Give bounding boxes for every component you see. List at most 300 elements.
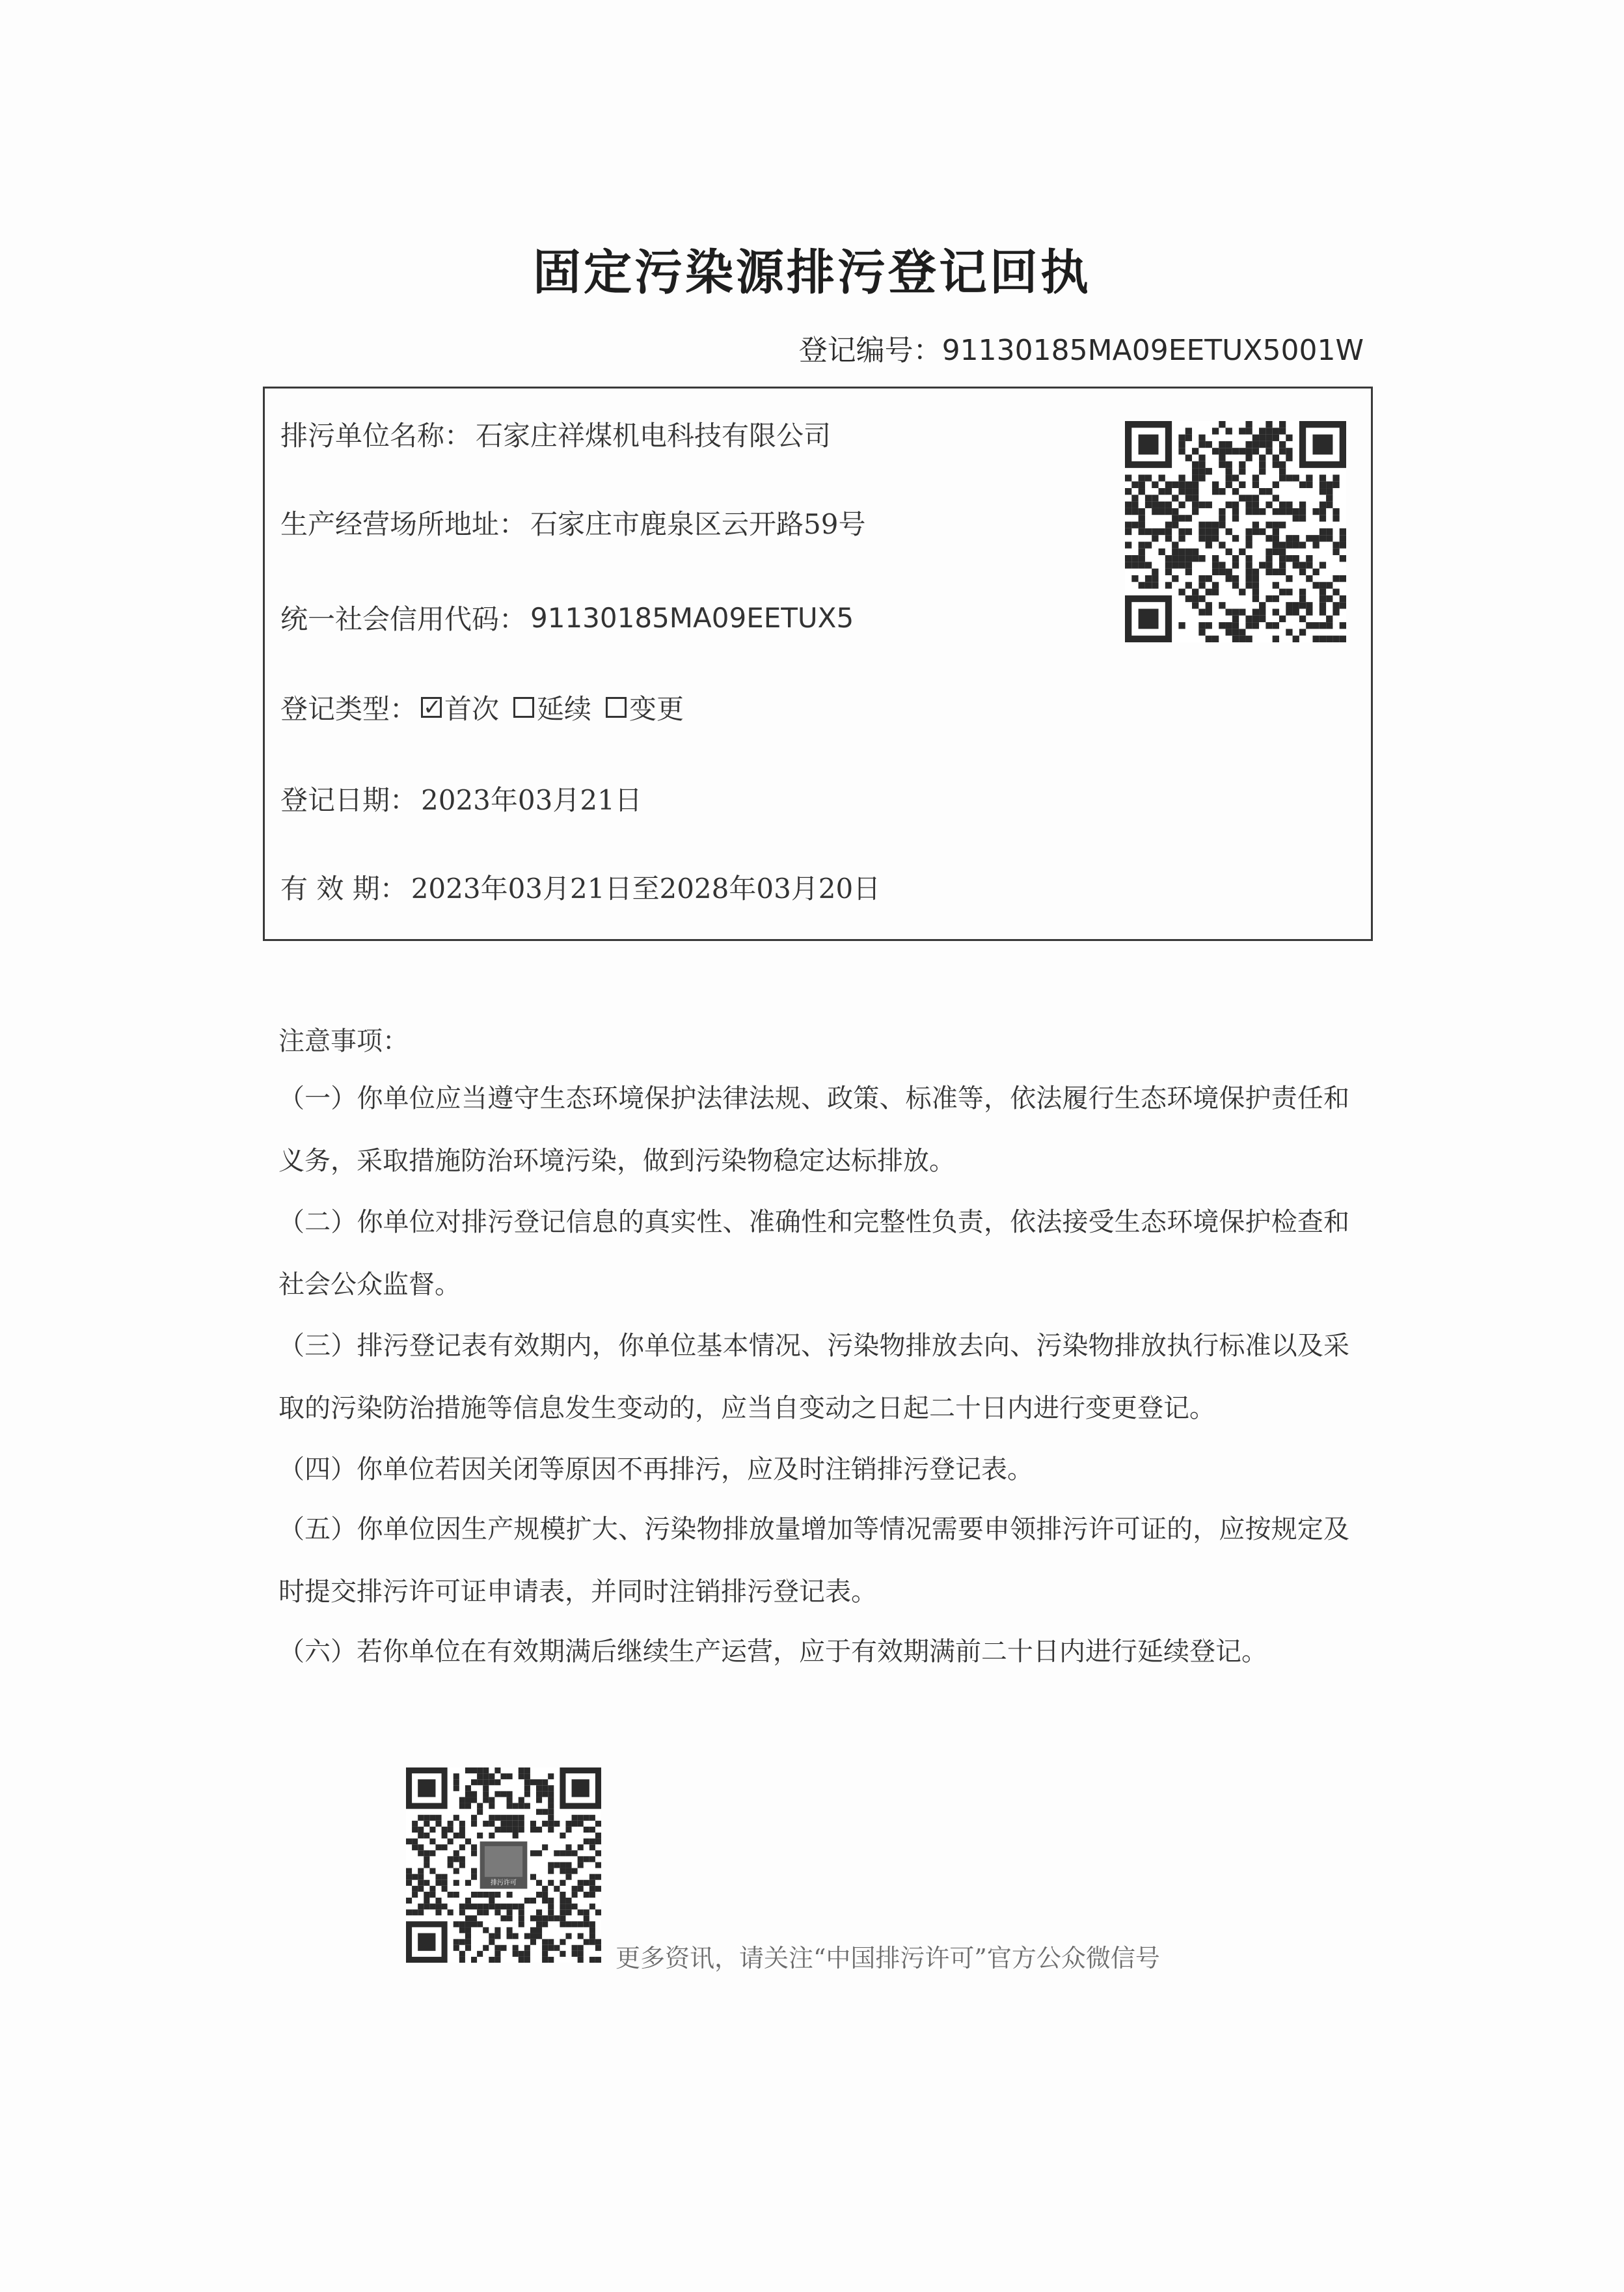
qr-module bbox=[1279, 589, 1286, 595]
qr-module bbox=[1245, 622, 1252, 629]
qr-module bbox=[1273, 549, 1279, 555]
qr-module bbox=[530, 1915, 536, 1921]
qr-module bbox=[519, 1827, 524, 1833]
qr-module bbox=[578, 1856, 584, 1862]
qr-module bbox=[448, 1909, 453, 1915]
qr-module bbox=[1252, 474, 1259, 481]
qr-module bbox=[494, 1815, 500, 1821]
qr-module bbox=[459, 1909, 465, 1915]
qr-module bbox=[1159, 528, 1165, 535]
qr-module bbox=[589, 1933, 595, 1939]
qr-module bbox=[424, 1862, 429, 1868]
qr-module bbox=[584, 1856, 589, 1862]
qr-module bbox=[1192, 549, 1198, 555]
qr-module bbox=[578, 1945, 584, 1951]
qr-module bbox=[424, 1880, 429, 1886]
qr-module bbox=[1306, 474, 1312, 481]
qr-module bbox=[442, 1844, 448, 1850]
qr-module bbox=[418, 1903, 424, 1909]
qr-module bbox=[412, 1821, 418, 1827]
qr-module bbox=[542, 1821, 548, 1827]
qr-module bbox=[1125, 522, 1131, 528]
qr-module bbox=[1152, 569, 1158, 575]
qr-module bbox=[477, 1833, 483, 1838]
qr-module bbox=[560, 1921, 565, 1927]
qr-module bbox=[418, 1874, 424, 1880]
qr-module bbox=[1320, 636, 1326, 642]
qr-module bbox=[1232, 629, 1239, 635]
qr-module bbox=[1232, 474, 1239, 481]
unit-name-value: 石家庄祥煤机电科技有限公司 bbox=[476, 420, 832, 452]
qr-module bbox=[1259, 608, 1265, 615]
qr-module bbox=[1279, 549, 1286, 555]
qr-module bbox=[465, 1898, 471, 1903]
qr-module bbox=[589, 1892, 595, 1898]
qr-module bbox=[584, 1838, 589, 1844]
qr-module bbox=[572, 1868, 578, 1874]
reg-type-label: 登记类型： bbox=[280, 693, 418, 725]
qr-module bbox=[1312, 622, 1319, 629]
qr-module bbox=[1273, 541, 1279, 548]
qr-module bbox=[1245, 528, 1252, 535]
qr-module bbox=[483, 1945, 489, 1951]
qr-module bbox=[1219, 562, 1225, 568]
qr-module bbox=[1293, 602, 1299, 608]
address-label: 生产经营场所地址： bbox=[280, 508, 527, 540]
qr-module bbox=[1178, 622, 1185, 629]
qr-module bbox=[453, 1850, 459, 1856]
qr-module bbox=[1273, 508, 1279, 515]
qr-module bbox=[542, 1779, 548, 1785]
qr-module bbox=[554, 1862, 560, 1868]
qr-module bbox=[565, 1850, 571, 1856]
qr-module bbox=[565, 1898, 571, 1903]
qr-module bbox=[418, 1844, 424, 1850]
reg-type-first-label: 首次 bbox=[444, 693, 500, 725]
qr-module bbox=[1273, 435, 1279, 441]
qr-module bbox=[560, 1909, 565, 1915]
qr-module bbox=[1178, 515, 1185, 521]
qr-module bbox=[1286, 589, 1292, 595]
qr-module bbox=[507, 1797, 513, 1803]
qr-module bbox=[1340, 575, 1346, 582]
registration-number: 登记编号：91130185MA09EETUX5001W bbox=[798, 334, 1364, 367]
qr-module bbox=[536, 1779, 542, 1785]
qr-module bbox=[589, 1957, 595, 1963]
qr-module bbox=[494, 1903, 500, 1909]
qr-module bbox=[1286, 555, 1292, 562]
qr-module bbox=[1265, 488, 1272, 495]
qr-module bbox=[1192, 474, 1198, 481]
qr-module bbox=[530, 1827, 536, 1833]
qr-module bbox=[1326, 622, 1333, 629]
reg-type-first bbox=[421, 688, 499, 727]
qr-module bbox=[1185, 582, 1192, 588]
qr-module bbox=[530, 1933, 536, 1939]
qr-module bbox=[1219, 455, 1225, 461]
qr-module bbox=[1172, 515, 1178, 521]
qr-module bbox=[489, 1797, 494, 1803]
qr-module bbox=[584, 1921, 589, 1927]
qr-module bbox=[1192, 461, 1198, 468]
qr-module bbox=[1286, 474, 1292, 481]
qr-module bbox=[595, 1833, 601, 1838]
qr-module bbox=[477, 1909, 483, 1915]
qr-module bbox=[1265, 622, 1272, 629]
qr-module bbox=[1239, 589, 1245, 595]
qr-module bbox=[589, 1874, 595, 1880]
qr-module bbox=[1279, 555, 1286, 562]
reg-date-value: 2023年03月21日 bbox=[421, 784, 642, 816]
qr-module bbox=[578, 1951, 584, 1957]
qr-module bbox=[1165, 555, 1172, 562]
qr-module bbox=[542, 1939, 548, 1945]
qr-module bbox=[406, 1898, 412, 1903]
qr-module bbox=[424, 1903, 429, 1909]
qr-module bbox=[1219, 488, 1225, 495]
qr-module bbox=[1293, 562, 1299, 568]
qr-module bbox=[1212, 488, 1219, 495]
qr-module bbox=[548, 1957, 554, 1963]
qr-module bbox=[1245, 575, 1252, 582]
qr-module bbox=[1139, 508, 1145, 515]
qr-module bbox=[1326, 488, 1333, 495]
qr-module bbox=[548, 1827, 554, 1833]
note-item-1: （一）你单位应当遵守生态环境保护法律法规、政策、标准等，依法履行生态环境保护责任和义务，采取措施防治环境污染，做到污染物稳定达标排放。 bbox=[278, 1084, 1349, 1176]
note-item-6: （六）若你单位在有效期满后继续生产运营，应于有效期满前二十日内进行延续登记。 bbox=[278, 1637, 1267, 1667]
qr-module bbox=[1212, 482, 1219, 488]
qr-module bbox=[453, 1892, 459, 1898]
qr-module bbox=[1165, 562, 1172, 568]
qr-module bbox=[1192, 468, 1198, 474]
qr-module bbox=[424, 1821, 429, 1827]
qr-module bbox=[435, 1880, 441, 1886]
qr-module bbox=[589, 1921, 595, 1927]
qr-module bbox=[542, 1951, 548, 1957]
qr-module bbox=[1273, 455, 1279, 461]
address-row bbox=[280, 503, 865, 542]
qr-module bbox=[1206, 468, 1212, 474]
qr-module bbox=[471, 1957, 477, 1963]
qr-module bbox=[483, 1779, 489, 1785]
qr-module bbox=[471, 1892, 477, 1898]
qr-module bbox=[1131, 575, 1138, 582]
qr-module bbox=[507, 1773, 513, 1779]
qr-module bbox=[1326, 535, 1333, 541]
qr-module bbox=[465, 1880, 471, 1886]
qr-module bbox=[429, 1868, 435, 1874]
qr-module bbox=[1198, 622, 1205, 629]
qr-module bbox=[560, 1898, 565, 1903]
qr-module bbox=[1226, 549, 1232, 555]
qr-module bbox=[1312, 508, 1319, 515]
qr-module bbox=[500, 1815, 506, 1821]
qr-module bbox=[1226, 622, 1232, 629]
qr-module bbox=[424, 1815, 429, 1821]
qr-module bbox=[1259, 528, 1265, 535]
qr-module bbox=[524, 1773, 530, 1779]
qr-module bbox=[1139, 549, 1145, 555]
qr-module bbox=[1312, 535, 1319, 541]
qr-module bbox=[1232, 535, 1239, 541]
qr-module bbox=[453, 1921, 459, 1927]
qr-module bbox=[1192, 488, 1198, 495]
qr-module bbox=[1293, 515, 1299, 521]
qr-module bbox=[1212, 589, 1219, 595]
qr-module bbox=[459, 1821, 465, 1827]
qr-module bbox=[507, 1909, 513, 1915]
qr-module bbox=[548, 1809, 554, 1815]
qr-module bbox=[406, 1880, 412, 1886]
qr-module bbox=[1232, 448, 1239, 454]
qr-module bbox=[1159, 502, 1165, 508]
qr-module bbox=[442, 1827, 448, 1833]
qr-module bbox=[554, 1945, 560, 1951]
qr-module bbox=[589, 1844, 595, 1850]
qr-module bbox=[471, 1779, 477, 1785]
qr-module bbox=[1252, 582, 1259, 588]
qr-module bbox=[1139, 528, 1145, 535]
qr-module bbox=[542, 1898, 548, 1903]
qr-module bbox=[572, 1903, 578, 1909]
qr-module bbox=[524, 1803, 530, 1809]
validity-row bbox=[280, 867, 880, 907]
qr-module bbox=[542, 1844, 548, 1850]
qr-module bbox=[1226, 569, 1232, 575]
qr-module bbox=[1192, 595, 1198, 602]
qr-module bbox=[1178, 474, 1185, 481]
qr-module bbox=[471, 1850, 477, 1856]
qr-module bbox=[548, 1797, 554, 1803]
qr-module bbox=[1212, 555, 1219, 562]
qr-module bbox=[1139, 582, 1145, 588]
qr-module bbox=[578, 1821, 584, 1827]
qr-module bbox=[1192, 502, 1198, 508]
qr-module bbox=[1265, 421, 1272, 428]
reg-date-label: 登记日期： bbox=[280, 784, 418, 816]
qr-module bbox=[507, 1821, 513, 1827]
qr-module bbox=[595, 1886, 601, 1892]
qr-module bbox=[1192, 602, 1198, 608]
qr-module bbox=[1320, 515, 1326, 521]
qr-module bbox=[1178, 488, 1185, 495]
credit-code-value: 91130185MA09EETUX5 bbox=[530, 601, 854, 634]
qr-module bbox=[1245, 616, 1252, 622]
qr-module bbox=[589, 1815, 595, 1821]
qr-module bbox=[465, 1933, 471, 1939]
qr-module bbox=[542, 1957, 548, 1963]
qr-module bbox=[1333, 541, 1339, 548]
qr-module bbox=[1125, 508, 1131, 515]
qr-module bbox=[1219, 541, 1225, 548]
qr-module bbox=[1333, 515, 1339, 521]
qr-module bbox=[560, 1850, 565, 1856]
qr-module bbox=[1198, 474, 1205, 481]
qr-module bbox=[1172, 549, 1178, 555]
qr-module bbox=[494, 1779, 500, 1785]
qr-module bbox=[429, 1903, 435, 1909]
note-item-5: （五）你单位因生产规模扩大、污染物排放量增加等情况需要申领排污许可证的，应按规定及时提交排污许可证申请表，并同时注销排污登记表。 bbox=[278, 1514, 1349, 1607]
qr-module bbox=[465, 1803, 471, 1809]
wechat-follow-text: 更多资讯，请关注“中国排污许可”官方公众微信号 bbox=[616, 1944, 1160, 1972]
qr-module bbox=[1159, 549, 1165, 555]
qr-module bbox=[1259, 435, 1265, 441]
qr-module bbox=[1192, 448, 1198, 454]
qr-module bbox=[1286, 502, 1292, 508]
qr-module bbox=[1178, 435, 1185, 441]
qr-module bbox=[1340, 555, 1346, 562]
qr-module bbox=[524, 1933, 530, 1939]
qr-module bbox=[1320, 608, 1326, 615]
qr-module bbox=[489, 1933, 494, 1939]
qr-module bbox=[1245, 541, 1252, 548]
qr-module bbox=[1165, 528, 1172, 535]
qr-module bbox=[578, 1862, 584, 1868]
qr-module bbox=[459, 1856, 465, 1862]
qr-module bbox=[507, 1927, 513, 1933]
qr-module bbox=[507, 1903, 513, 1909]
qr-module bbox=[1178, 555, 1185, 562]
qr-center-label: 排污许可 bbox=[491, 1879, 517, 1887]
qr-module bbox=[1198, 582, 1205, 588]
qr-module bbox=[1306, 608, 1312, 615]
qr-module bbox=[530, 1939, 536, 1945]
qr-module bbox=[489, 1903, 494, 1909]
qr-module bbox=[483, 1767, 489, 1773]
qr-module bbox=[519, 1767, 524, 1773]
qr-module bbox=[1159, 474, 1165, 481]
qr-module bbox=[489, 1957, 494, 1963]
qr-module bbox=[1192, 555, 1198, 562]
qr-module bbox=[1333, 608, 1339, 615]
qr-module bbox=[1152, 482, 1158, 488]
qr-module bbox=[1333, 482, 1339, 488]
qr-module bbox=[1178, 528, 1185, 535]
qr-module bbox=[1340, 636, 1346, 642]
qr-module bbox=[578, 1957, 584, 1963]
qr-module bbox=[507, 1803, 513, 1809]
qr-module bbox=[1259, 428, 1265, 434]
qr-module bbox=[483, 1903, 489, 1909]
reg-type-renewal-label: 延续 bbox=[537, 693, 592, 725]
qr-module bbox=[530, 1850, 536, 1856]
qr-module bbox=[1299, 508, 1306, 515]
qr-module bbox=[494, 1933, 500, 1939]
qr-module bbox=[589, 1939, 595, 1945]
reg-date-row bbox=[280, 779, 642, 818]
qr-module bbox=[494, 1892, 500, 1898]
qr-module bbox=[1232, 508, 1239, 515]
qr-module bbox=[1245, 428, 1252, 434]
qr-module bbox=[1259, 455, 1265, 461]
qr-module bbox=[513, 1815, 519, 1821]
qr-module bbox=[1232, 616, 1239, 622]
qr-module bbox=[1340, 535, 1346, 541]
qr-module bbox=[1293, 474, 1299, 481]
qr-module bbox=[1232, 575, 1239, 582]
checkbox-empty-icon bbox=[513, 697, 534, 718]
qr-module bbox=[530, 1898, 536, 1903]
qr-module bbox=[1125, 555, 1131, 562]
qr-module bbox=[1239, 636, 1245, 642]
qr-module bbox=[565, 1903, 571, 1909]
qr-module bbox=[1320, 474, 1326, 481]
qr-module bbox=[429, 1892, 435, 1898]
qr-module bbox=[1252, 569, 1259, 575]
qr-module bbox=[519, 1921, 524, 1927]
qr-module bbox=[418, 1850, 424, 1856]
qr-module bbox=[412, 1874, 418, 1880]
qr-code-icon bbox=[1125, 421, 1346, 642]
qr-module bbox=[465, 1903, 471, 1909]
qr-module bbox=[494, 1791, 500, 1797]
qr-module bbox=[471, 1791, 477, 1797]
reg-type-renewal bbox=[513, 688, 591, 727]
qr-module bbox=[572, 1850, 578, 1856]
qr-module bbox=[1165, 569, 1172, 575]
qr-module bbox=[1312, 636, 1319, 642]
qr-module bbox=[1159, 508, 1165, 515]
qr-module bbox=[1273, 622, 1279, 629]
qr-module bbox=[500, 1773, 506, 1779]
qr-module bbox=[1326, 595, 1333, 602]
qr-module bbox=[1219, 421, 1225, 428]
qr-module bbox=[1198, 441, 1205, 448]
qr-module bbox=[530, 1874, 536, 1880]
credit-code-label: 统一社会信用代码： bbox=[280, 603, 527, 635]
qr-module bbox=[1152, 535, 1158, 541]
qr-module bbox=[1245, 502, 1252, 508]
qr-module bbox=[1286, 608, 1292, 615]
qr-module bbox=[507, 1791, 513, 1797]
qr-module bbox=[548, 1773, 554, 1779]
qr-module bbox=[1198, 468, 1205, 474]
qr-module bbox=[560, 1833, 565, 1838]
qr-module bbox=[1273, 636, 1279, 642]
qr-module bbox=[572, 1821, 578, 1827]
qr-module bbox=[1152, 502, 1158, 508]
qr-module bbox=[1232, 515, 1239, 521]
qr-module bbox=[406, 1838, 412, 1844]
qr-module bbox=[1245, 495, 1252, 501]
qr-module bbox=[489, 1939, 494, 1945]
qr-module bbox=[453, 1868, 459, 1874]
qr-module bbox=[418, 1827, 424, 1833]
qr-module bbox=[1212, 522, 1219, 528]
qr-module bbox=[1279, 508, 1286, 515]
qr-module bbox=[1206, 622, 1212, 629]
qr-module bbox=[494, 1957, 500, 1963]
qr-module bbox=[483, 1797, 489, 1803]
qr-module bbox=[542, 1921, 548, 1927]
qr-module bbox=[1206, 535, 1212, 541]
qr-module bbox=[1206, 608, 1212, 615]
qr-module bbox=[1125, 541, 1131, 548]
qr-module bbox=[1259, 461, 1265, 468]
qr-module bbox=[1206, 528, 1212, 535]
qr-module bbox=[412, 1909, 418, 1915]
qr-module bbox=[542, 1886, 548, 1892]
qr-module bbox=[513, 1903, 519, 1909]
qr-module bbox=[542, 1915, 548, 1921]
qr-module bbox=[453, 1833, 459, 1838]
qr-module bbox=[1286, 541, 1292, 548]
address-value: 石家庄市鹿泉区云开路59号 bbox=[530, 508, 866, 540]
qr-module bbox=[459, 1903, 465, 1909]
qr-module bbox=[1232, 555, 1239, 562]
qr-module bbox=[519, 1915, 524, 1921]
qr-module bbox=[1198, 555, 1205, 562]
